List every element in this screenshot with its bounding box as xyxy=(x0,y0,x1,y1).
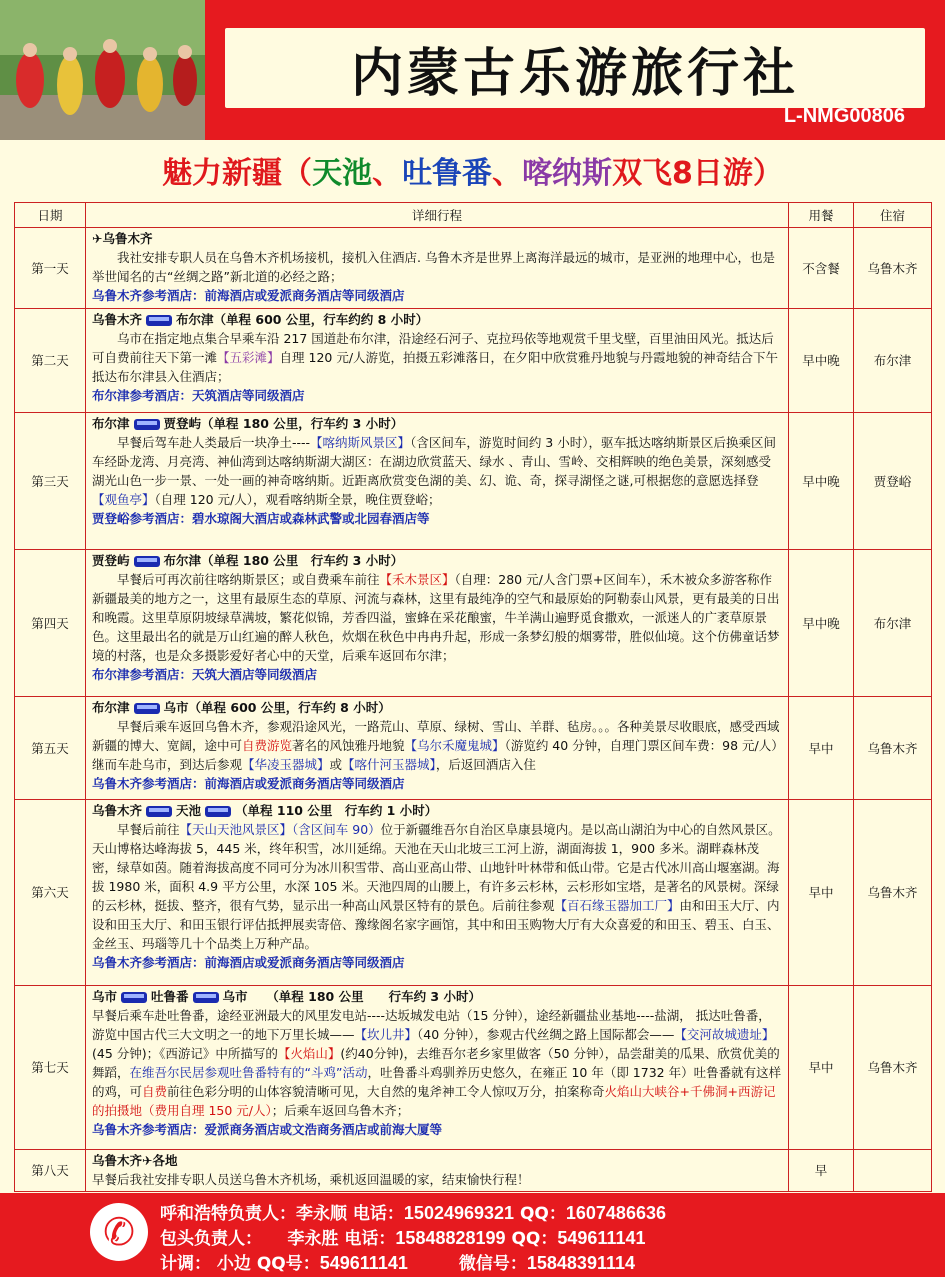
desc-text: （40 分钟），参观古代丝绸之路上国际都会—— xyxy=(417,1027,675,1042)
day-label: 第七天 xyxy=(15,986,86,1150)
table-row xyxy=(15,413,932,550)
tour-title-turpan: 吐鲁番 xyxy=(402,156,493,191)
desc-text: 早餐后可再次前往喀纳斯景区；或自费乘车前往 xyxy=(117,572,380,587)
attraction: 【火焰山】 xyxy=(277,1046,341,1061)
agency-name: 内蒙古乐游旅行社 xyxy=(225,28,925,108)
day-description xyxy=(92,329,782,386)
day-label: 第六天 xyxy=(15,800,86,986)
desc-text: 早餐后前往 xyxy=(117,822,180,837)
meal-cell: 不含餐 xyxy=(789,228,854,309)
route-from: 贾登屿 xyxy=(92,553,130,568)
wechat-label: 微信号： xyxy=(407,1254,527,1274)
stay-cell: 乌鲁木齐 xyxy=(854,800,932,986)
table-row xyxy=(15,800,932,986)
tour-title-tianchi: 天池 xyxy=(312,156,373,191)
route-line xyxy=(92,551,782,570)
phone-icon: ✆ xyxy=(90,1203,148,1261)
tour-title xyxy=(0,148,945,192)
day-detail xyxy=(86,800,789,986)
qq-number: 1607486636 xyxy=(565,1203,666,1223)
desc-text: (约40分钟)，去维吾尔老乡家里做客（50 分钟），品尝甜美的瓜果、欣赏优美的舞蹈， xyxy=(92,1046,780,1080)
desc-text: （游览约 40 分钟，自理门票区间车费：98 元/人）继而车赴乌市，到达后参观 xyxy=(92,738,778,772)
day-label: 第五天 xyxy=(15,697,86,800)
table-row xyxy=(15,550,932,697)
meal-cell: 早 xyxy=(789,1150,854,1192)
table-row xyxy=(15,697,932,800)
desc-text: 早餐后乘车返回乌鲁木齐，参观沿途风光，一路荒山、草原、绿树、雪山、羊群、毡房。。。各种美景尽收眼底，感受西域新疆的博大、宽阔，途中可 xyxy=(92,719,780,753)
dancers-photo-art xyxy=(0,0,205,140)
attraction: 火焰山大峡谷+千佛洞+西游记的拍摄地（费用自理 150 元/人） xyxy=(92,1084,776,1118)
desc-text: 乌市在指定地点集合早乘车沿 217 国道赴布尔津，沿途经石河子、克拉玛依等地观赏千里戈壁，百里油田风光。抵达后可自费前往天下第一滩 xyxy=(92,331,774,365)
dancers-photo xyxy=(0,0,205,140)
attraction: 【喀什河玉器城】 xyxy=(342,757,436,772)
route-to: 乌市 （单程 180 公里 行车约 3 小时） xyxy=(222,989,481,1004)
contact-footer xyxy=(0,1193,945,1277)
itinerary-table xyxy=(14,202,932,1192)
contact-label: 呼和浩特负责人：李永顺 电话： xyxy=(160,1204,404,1224)
table-row xyxy=(15,228,932,309)
attraction: 【坎儿井】 xyxy=(354,1027,418,1042)
qq-label: QQ： xyxy=(505,1229,558,1249)
day-description: 我社安排专职人员在乌鲁木齐机场接机，接机入住酒店. 乌鲁木齐是世界上离海洋最远的城市，是亚洲的地理中心，也是举世闻名的古“丝绸之路”新北道的必经之路； xyxy=(92,250,775,284)
attraction: 【华凌玉器城】 xyxy=(242,757,330,772)
contact-label: 包头负责人： 李永胜 电话： xyxy=(160,1229,396,1249)
hotel-reference: 乌鲁木齐参考酒店：前海酒店或爱派商务酒店等同级酒店 xyxy=(92,288,405,303)
col-header-meals: 用餐 xyxy=(789,203,854,228)
route-from: 布尔津 xyxy=(92,700,130,715)
route-line: ✈乌鲁木齐 xyxy=(92,231,153,246)
day-detail xyxy=(86,413,789,550)
route-from: 乌市 xyxy=(92,989,118,1004)
attraction: 【喀纳斯风景区】 xyxy=(310,435,411,450)
route-mid: 天池 xyxy=(176,803,202,818)
hotel-reference: 乌鲁木齐参考酒店：爱派商务酒店或文浩商务酒店或前海大厦等 xyxy=(92,1122,443,1137)
qq-number: 549611141 xyxy=(557,1228,646,1248)
qq-label: QQ： xyxy=(514,1204,566,1224)
meal-cell: 早中 xyxy=(789,800,854,986)
contact-label: 计调： 小边 QQ号： xyxy=(160,1254,320,1274)
tour-title-kanas: 喀纳斯 xyxy=(522,156,613,191)
desc-text: （自理 120 元/人），观看喀纳斯全景，晚住贾登峪； xyxy=(154,492,441,507)
route-from: 乌鲁木齐 xyxy=(92,312,143,327)
bus-icon xyxy=(134,419,160,430)
day-detail xyxy=(86,986,789,1150)
hotel-reference: 布尔津参考酒店：天筑大酒店等同级酒店 xyxy=(92,667,318,682)
route-line xyxy=(92,987,782,1006)
day-description: 早餐后我社安排专职人员送乌鲁木齐机场，乘机返回温暖的家，结束愉快行程！ xyxy=(92,1172,530,1187)
day-description xyxy=(92,820,782,953)
attraction: 在维吾尔民居参观吐鲁番特有的“斗鸡”活动 xyxy=(129,1065,368,1080)
bus-icon xyxy=(121,992,147,1003)
desc-text: ，后返回酒店入住 xyxy=(435,757,536,772)
contact-line-planner xyxy=(160,1249,635,1274)
desc-text: 由和田玉大厅、内设和田玉大厅、和田玉银行评估抵押展卖寄倍、豫缘阁名家字画馆，其中和田玉购物大厅有大众喜爱的和田玉、碧玉、白玉、金丝玉、玛瑙等几十个品类上万种产品。 xyxy=(92,898,780,951)
header-banner xyxy=(0,0,945,140)
desc-text: (45 分钟)；《西游记》中所描写的 xyxy=(92,1046,278,1061)
col-header-stay: 住宿 xyxy=(854,203,932,228)
desc-text: 早餐后驾车赴人类最后一块净土---- xyxy=(117,435,311,450)
desc-text: （自理：280 元/人含门票+区间车），禾木被众多游客称作新疆最美的地方之一，这里有最原生态的草原、河流与森林，这里有最纯净的空气和最原始的阿勒泰山风景，更有最美的日出和晚霞。这里草原阴坡绿草满坡，繁花似锦，芳香四溢，蜜蜂在采花酿蜜，牛羊满山遍野觅食撒欢，一派迷人的广袤草原景色。这里最出名的就是万山红遍的醉人秋色，炊烟在秋色中冉冉升起，形成一条梦幻般的烟雾带，胜似仙境。这个仿佛童话梦境的村落，也是众多摄影爱好者心中的天堂，后乘车返回布尔津； xyxy=(92,572,780,663)
route-line: 乌鲁木齐✈各地 xyxy=(92,1153,178,1168)
route-from: 布尔津 xyxy=(92,416,130,431)
day-detail xyxy=(86,309,789,413)
route-line xyxy=(92,698,782,717)
bus-icon xyxy=(193,992,219,1003)
attraction: 【百石缘玉器加工厂】 xyxy=(554,898,680,913)
route-from: 乌鲁木齐 xyxy=(92,803,143,818)
tour-title-part: 双飞8日游） xyxy=(612,156,783,191)
desc-text: （含区间车，游览时间约 3 小时），驱车抵达喀纳斯景区后换乘区间车经卧龙湾、月亮湾、神仙湾到达喀纳斯湖大湖区：在湖边欣赏蓝天、绿水 、青山、雪岭、交相辉映的绝色美景，深刻感受湖光山色一步一景、一处一画的神奇喀纳斯。近距离欣赏变色湖的美、幻、诡、奇，探寻湖怪之谜,可根据您的意愿选择登 xyxy=(92,435,776,488)
wechat-number: 15848391114 xyxy=(526,1253,636,1273)
day-detail xyxy=(86,550,789,697)
desc-text: 早餐后乘车赴吐鲁番，途经亚洲最大的风里发电站----达坂城发电站（15 分钟），途经新疆盐业基地----盐湖， 抵达吐鲁番，游览中国古代三大文明之一的地下万里长城—— xyxy=(92,1008,771,1042)
desc-text: ，吐鲁番斗鸡驯养历史悠久，在雍正 10 年（即 1732 年）吐鲁番就有这样的鸡，可 xyxy=(92,1065,782,1099)
table-row xyxy=(15,309,932,413)
desc-text: 或 xyxy=(329,757,343,772)
bus-icon xyxy=(146,315,172,326)
phone-number: 15024969321 xyxy=(403,1203,515,1223)
day-label: 第二天 xyxy=(15,309,86,413)
meal-cell: 早中 xyxy=(789,986,854,1150)
day-description xyxy=(92,717,782,774)
attraction: 【观鱼亭】 xyxy=(92,492,155,507)
route-to: 贾登屿（单程 180 公里，行车约 3 小时） xyxy=(163,416,404,431)
bus-icon xyxy=(205,806,231,817)
table-header-row xyxy=(15,203,932,228)
attraction: 【乌尔禾魔鬼城】 xyxy=(404,738,505,753)
route-to: 乌市（单程 600 公里，行车约 8 小时） xyxy=(163,700,391,715)
meal-cell: 早中晚 xyxy=(789,550,854,697)
day-detail xyxy=(86,1150,789,1192)
optional-tour: 自费 xyxy=(142,1084,168,1099)
meal-cell: 早中晚 xyxy=(789,309,854,413)
desc-text: 著名的风蚀雅丹地貌 xyxy=(292,738,405,753)
stay-cell: 乌鲁木齐 xyxy=(854,697,932,800)
contact-line-baotou xyxy=(160,1224,646,1249)
route-to: （单程 110 公里 行车约 1 小时） xyxy=(235,803,438,818)
stay-cell: 贾登峪 xyxy=(854,413,932,550)
route-line xyxy=(92,801,782,820)
tour-title-part: 、 xyxy=(492,156,523,191)
route-line xyxy=(92,310,782,329)
stay-cell: 布尔津 xyxy=(854,550,932,697)
tour-title-part: 、 xyxy=(372,156,403,191)
hotel-reference: 布尔津参考酒店：天筑酒店等同级酒店 xyxy=(92,388,305,403)
hotel-reference: 乌鲁木齐参考酒店：前海酒店或爱派商务酒店等同级酒店 xyxy=(92,776,405,791)
stay-cell xyxy=(854,1150,932,1192)
meal-cell: 早中晚 xyxy=(789,413,854,550)
attraction: 【禾木景区】 xyxy=(379,572,455,587)
route-to: 布尔津（单程 180 公里 行车约 3 小时） xyxy=(163,553,404,568)
stay-cell: 乌鲁木齐 xyxy=(854,986,932,1150)
bus-icon xyxy=(134,703,160,714)
stay-cell: 布尔津 xyxy=(854,309,932,413)
optional-tour: 自费游览 xyxy=(242,738,293,753)
attraction: 【交河故城遗址】 xyxy=(674,1027,775,1042)
bus-icon xyxy=(146,806,172,817)
attraction: 【天山天池风景区】（含区间车 90） xyxy=(179,822,381,837)
day-label: 第四天 xyxy=(15,550,86,697)
day-detail xyxy=(86,697,789,800)
desc-text: ；后乘车返回乌鲁木齐； xyxy=(271,1103,410,1118)
qq-number: 549611141 xyxy=(319,1253,408,1273)
meal-cell: 早中 xyxy=(789,697,854,800)
day-description xyxy=(92,1006,782,1120)
attraction: 【五彩滩】 xyxy=(217,350,280,365)
col-header-detail: 详细行程 xyxy=(86,203,789,228)
bus-icon xyxy=(134,556,160,567)
day-label: 第三天 xyxy=(15,413,86,550)
day-description xyxy=(92,570,782,665)
table-row xyxy=(15,1150,932,1192)
hotel-reference: 乌鲁木齐参考酒店：前海酒店或爱派商务酒店等同级酒店 xyxy=(92,955,405,970)
col-header-date: 日期 xyxy=(15,203,86,228)
phone-number: 15848828199 xyxy=(395,1228,506,1248)
route-mid: 吐鲁番 xyxy=(151,989,189,1004)
day-detail xyxy=(86,228,789,309)
desc-text: 自理 120 元/人游览，拍摄五彩滩落日，在夕阳中欣赏雅丹地貌与丹霞地貌的神奇结合下午抵达布尔津县入住酒店； xyxy=(92,350,779,384)
table-row xyxy=(15,986,932,1150)
day-label: 第一天 xyxy=(15,228,86,309)
day-label: 第八天 xyxy=(15,1150,86,1192)
tour-title-part: 魅力新疆（ xyxy=(162,156,313,191)
stay-cell: 乌鲁木齐 xyxy=(854,228,932,309)
route-line xyxy=(92,414,782,433)
hotel-reference: 贾登峪参考酒店：碧水琼阁大酒店或森林武警或北园春酒店等 xyxy=(92,511,430,526)
route-to: 布尔津（单程 600 公里，行车约约 8 小时） xyxy=(176,312,429,327)
contact-line-hohhot xyxy=(160,1199,666,1224)
desc-text: 前往色彩分明的山体容貌清晰可见，大自然的鬼斧神工令人惊叹万分，拍案称奇 xyxy=(167,1084,605,1099)
desc-text: 位于新疆维吾尔自治区阜康县境内。是以高山湖泊为中心的自然风景区。天山博格达峰海拔 5，445 米，终年积雪，冰川延绵。天池在天山北坡三工河上游，湖面海拔 1，900 多米。湖畔森林茂密，绿草如茵。随着海拔高度不同可分为冰川积雪带、高山亚高山带、山地针叶林带和低山带。它是古代冰川高山堰塞湖。海拔 1980 米，面积 4.9 平方公里，水深 105 米。天池四周的山腰上，有许多云杉林，云杉形如宝塔，是著名的风景树。深绿的云杉林，挺拔、整齐，很有气势，显示出一种高山风景区特有的景色。后前往参观 xyxy=(92,822,781,913)
license-number: L-NMG00806 xyxy=(783,105,905,127)
day-description xyxy=(92,433,782,509)
